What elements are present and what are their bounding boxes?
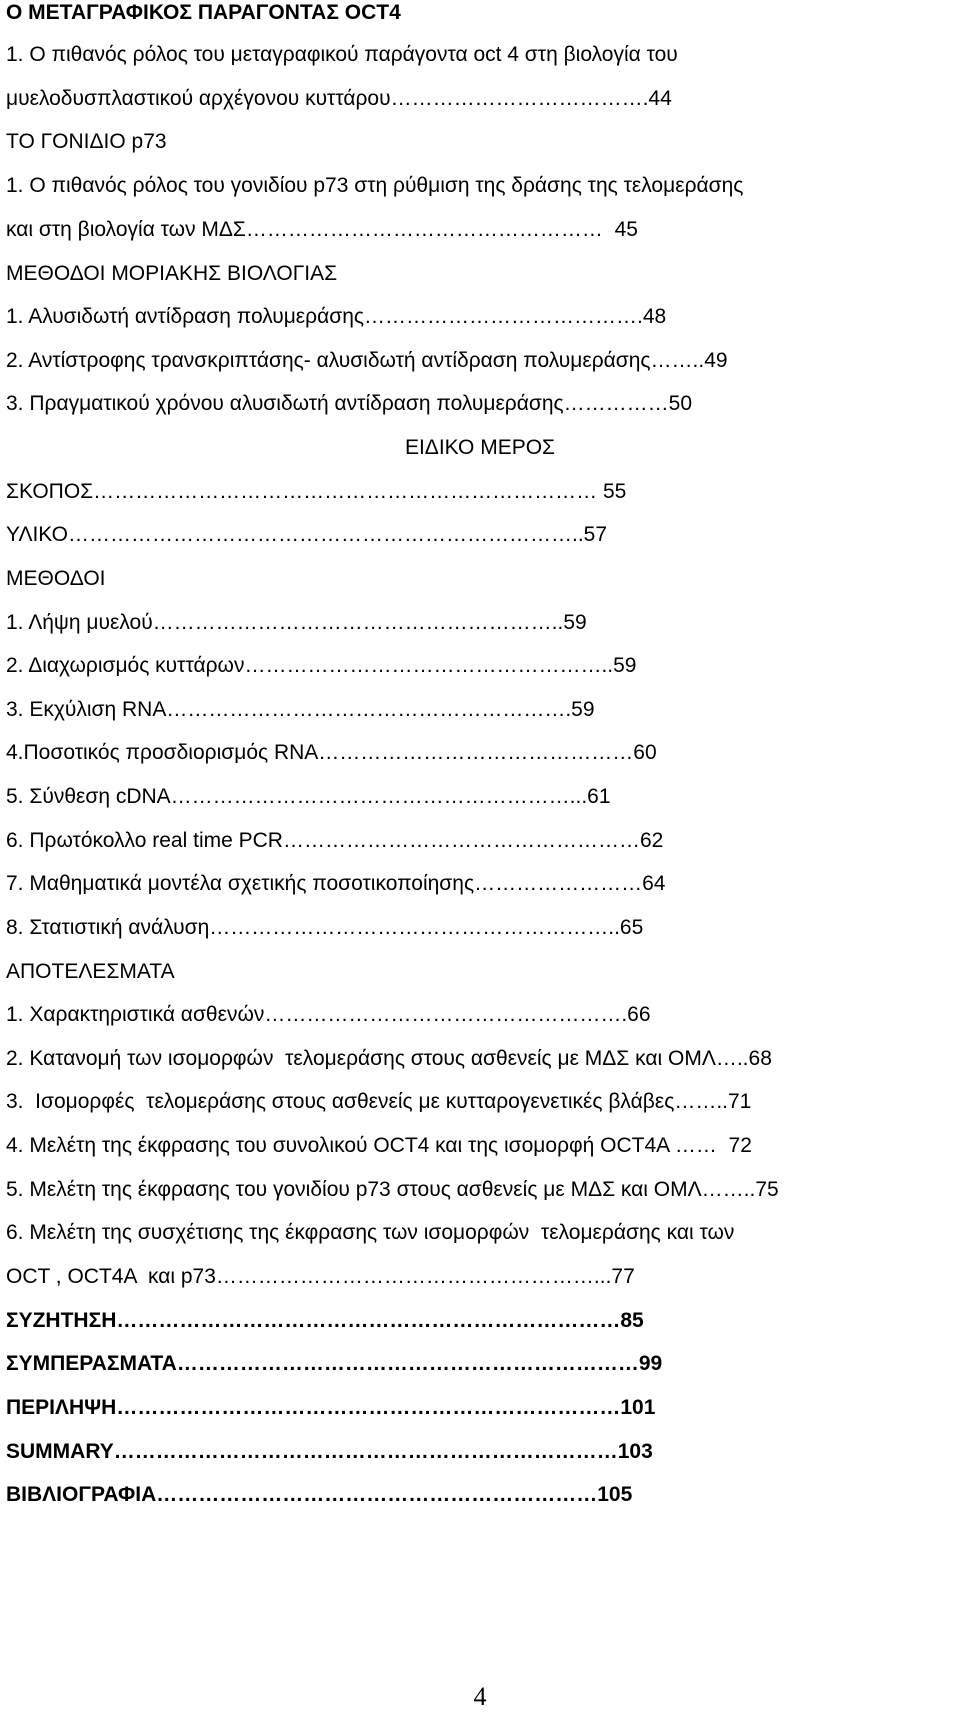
section-heading-results: ΑΠΟΤΕΛΕΣΜΑΤΑ	[6, 960, 175, 983]
toc-entry: 6. Μελέτη της συσχέτισης της έκφρασης των ισομορφών τελομεράσης και των	[6, 1221, 735, 1244]
toc-entry: 3. Ισομορφές τελομεράσης στους ασθενείς με κυτταρογενετικές βλάβες……..71	[6, 1090, 752, 1113]
toc-heading-summary-en: SUMMARY………………………………………………………………103	[6, 1440, 653, 1463]
page-number: 4	[473, 1682, 487, 1711]
toc-heading-summary-gr: ΠΕΡΙΛΗΨΗ………………………………………………………………101	[6, 1396, 656, 1419]
toc-entry: 2. Κατανομή των ισομορφών τελομεράσης στους ασθενείς με ΜΔΣ και ΟΜΛ…..68	[6, 1047, 772, 1070]
toc-entry: 2. Διαχωρισμός κυττάρων……………………………………………..59	[6, 654, 637, 677]
toc-heading-material: ΥΛΙΚΟ………………………………………………………………..57	[6, 523, 608, 546]
toc-entry: OCT , OCT4A και p73………………………………………………...77	[6, 1265, 635, 1288]
section-heading-oct4: Ο ΜΕΤΑΓΡΑΦΙΚΟΣ ΠΑΡΑΓΟΝΤΑΣ OCT4	[6, 1, 401, 24]
toc-entry: 6. Πρωτόκολλο real time PCR……………………………………………62	[6, 829, 664, 852]
toc-entry: 2. Αντίστροφης τρανσκριπτάσης- αλυσιδωτή αντίδραση πολυμεράσης……..49	[6, 349, 728, 372]
section-heading-special-part: ΕΙΔΙΚΟ ΜΕΡΟΣ	[404, 436, 556, 459]
toc-entry: 5. Σύνθεση cDNA…………………………………………………...61	[6, 785, 611, 808]
toc-entry: 8. Στατιστική ανάλυση…………………………………………………..65	[6, 916, 644, 939]
toc-entry: 7. Μαθηματικά μοντέλα σχετικής ποσοτικοποίησης……………………64	[6, 872, 666, 895]
toc-entry: 3. Πραγματικού χρόνου αλυσιδωτή αντίδραση πολυμεράσης……………50	[6, 392, 693, 415]
toc-entry: και στη βιολογία των ΜΔΣ…………………………………………… 45	[6, 218, 638, 241]
toc-entry: 1. Αλυσιδωτή αντίδραση πολυμεράσης………………………………….48	[6, 305, 667, 328]
section-heading-p73: ΤΟ ΓΟΝΙΔΙΟ p73	[6, 130, 167, 153]
toc-heading-conclusions: ΣΥΜΠΕΡΑΣΜΑΤΑ…………………………………………………………99	[6, 1352, 663, 1375]
toc-entry: 4.Ποσοτικός προσδιορισμός RNA………………………………………60	[6, 741, 657, 764]
section-heading-methods-molecular: ΜΕΘΟΔΟΙ ΜΟΡΙΑΚΗΣ ΒΙΟΛΟΓΙΑΣ	[6, 262, 338, 285]
toc-entry: 1. Ο πιθανός ρόλος του μεταγραφικού παράγοντα oct 4 στη βιολογία του	[6, 43, 678, 66]
toc-heading-bibliography: ΒΙΒΛΙΟΓΡΑΦΙΑ………………………………………………………105	[6, 1483, 633, 1506]
toc-entry: μυελοδυσπλαστικού αρχέγονου κυττάρου……………………………….44	[6, 87, 672, 110]
section-heading-methods: ΜΕΘΟΔΟΙ	[6, 567, 106, 590]
toc-heading-aim: ΣΚΟΠΟΣ……………………………………………………………… 55	[6, 480, 627, 503]
toc-entry: 4. Μελέτη της έκφρασης του συνολικού OCT4 και της ισομορφή OCT4A …… 72	[6, 1134, 752, 1157]
toc-entry: 1. Χαρακτηριστικά ασθενών…………………………………………….66	[6, 1003, 651, 1026]
toc-entry: 1. Ο πιθανός ρόλος του γονιδίου p73 στη ρύθμιση της δράσης της τελομεράσης	[6, 174, 744, 197]
toc-entry: 1. Λήψη μυελού…………………………………………………..59	[6, 611, 587, 634]
toc-entry: 3. Εκχύλιση RNA………………………………………………….59	[6, 698, 595, 721]
toc-heading-discussion: ΣΥΖΗΤΗΣΗ………………………………………………………………85	[6, 1309, 644, 1332]
toc-entry: 5. Μελέτη της έκφρασης τoυ γονιδίου p73 στους ασθενείς με ΜΔΣ και ΟΜΛ……..75	[6, 1178, 779, 1201]
